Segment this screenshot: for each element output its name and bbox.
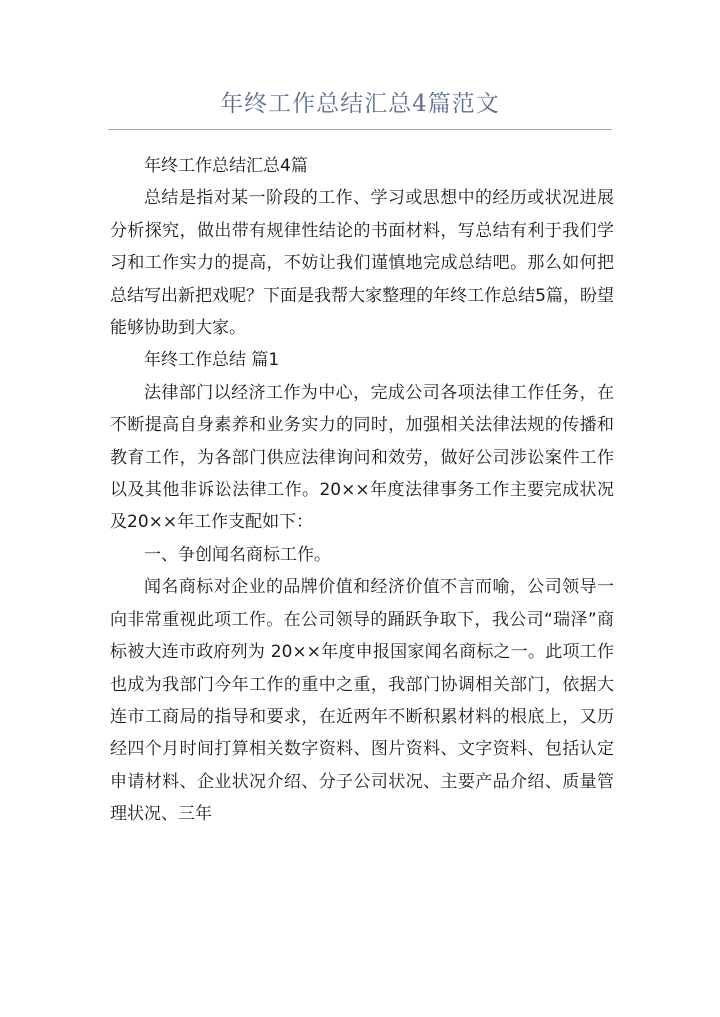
body-paragraph: 闻名商标对企业的品牌价值和经济价值不言而喻，公司领导一向非常重视此项工作。在公司领导的踊跃争取下，我公司“瑞泽”商标被大连市政府列为 20××年度申报国家闻名商标之一。此项工作也成为我部门今年工作的重中之重，我部门协调相关部门，依据大连市工商局的指导和要求，在近两年不断积累材料的根底上，又历经四个月时间打算相关数字资料、图片资料、文字资料、包括认定申请材料、企业状况介绍、分子公司状况、主要产品介绍、质量管理状况、三年 <box>110 577 614 825</box>
document-body <box>110 150 614 831</box>
intro-paragraph: 总结是指对某一阶段的工作、学习或思想中的经历或状况进展分析探究，做出带有规律性结论的书面材料，写总结有利于我们学习和工作实力的提高，不妨让我们谨慎地完成总结吧。那么如何把总结写出新把戏呢？下面是我帮大家整理的年终工作总结5篇，盼望能够协助到大家。 <box>110 188 614 339</box>
document-title: 年终工作总结汇总4篇范文 <box>220 91 500 117</box>
section-heading: 年终工作总结 篇1 <box>144 350 280 371</box>
subsection-heading: 一、争创闻名商标工作。 <box>144 544 331 565</box>
title-divider <box>108 129 612 130</box>
subtitle-paragraph: 年终工作总结汇总4篇 <box>144 156 308 176</box>
body-paragraph: 法律部门以经济工作为中心，完成公司各项法律工作任务，在不断提高自身素养和业务实力的同时，加强相关法律法规的传播和教育工作，为各部门供应法律询问和效劳，做好公司涉讼案件工作以及其他非诉讼法律工作。20××年度法律事务工作主要完成状况及20××年工作支配如下： <box>110 382 614 533</box>
